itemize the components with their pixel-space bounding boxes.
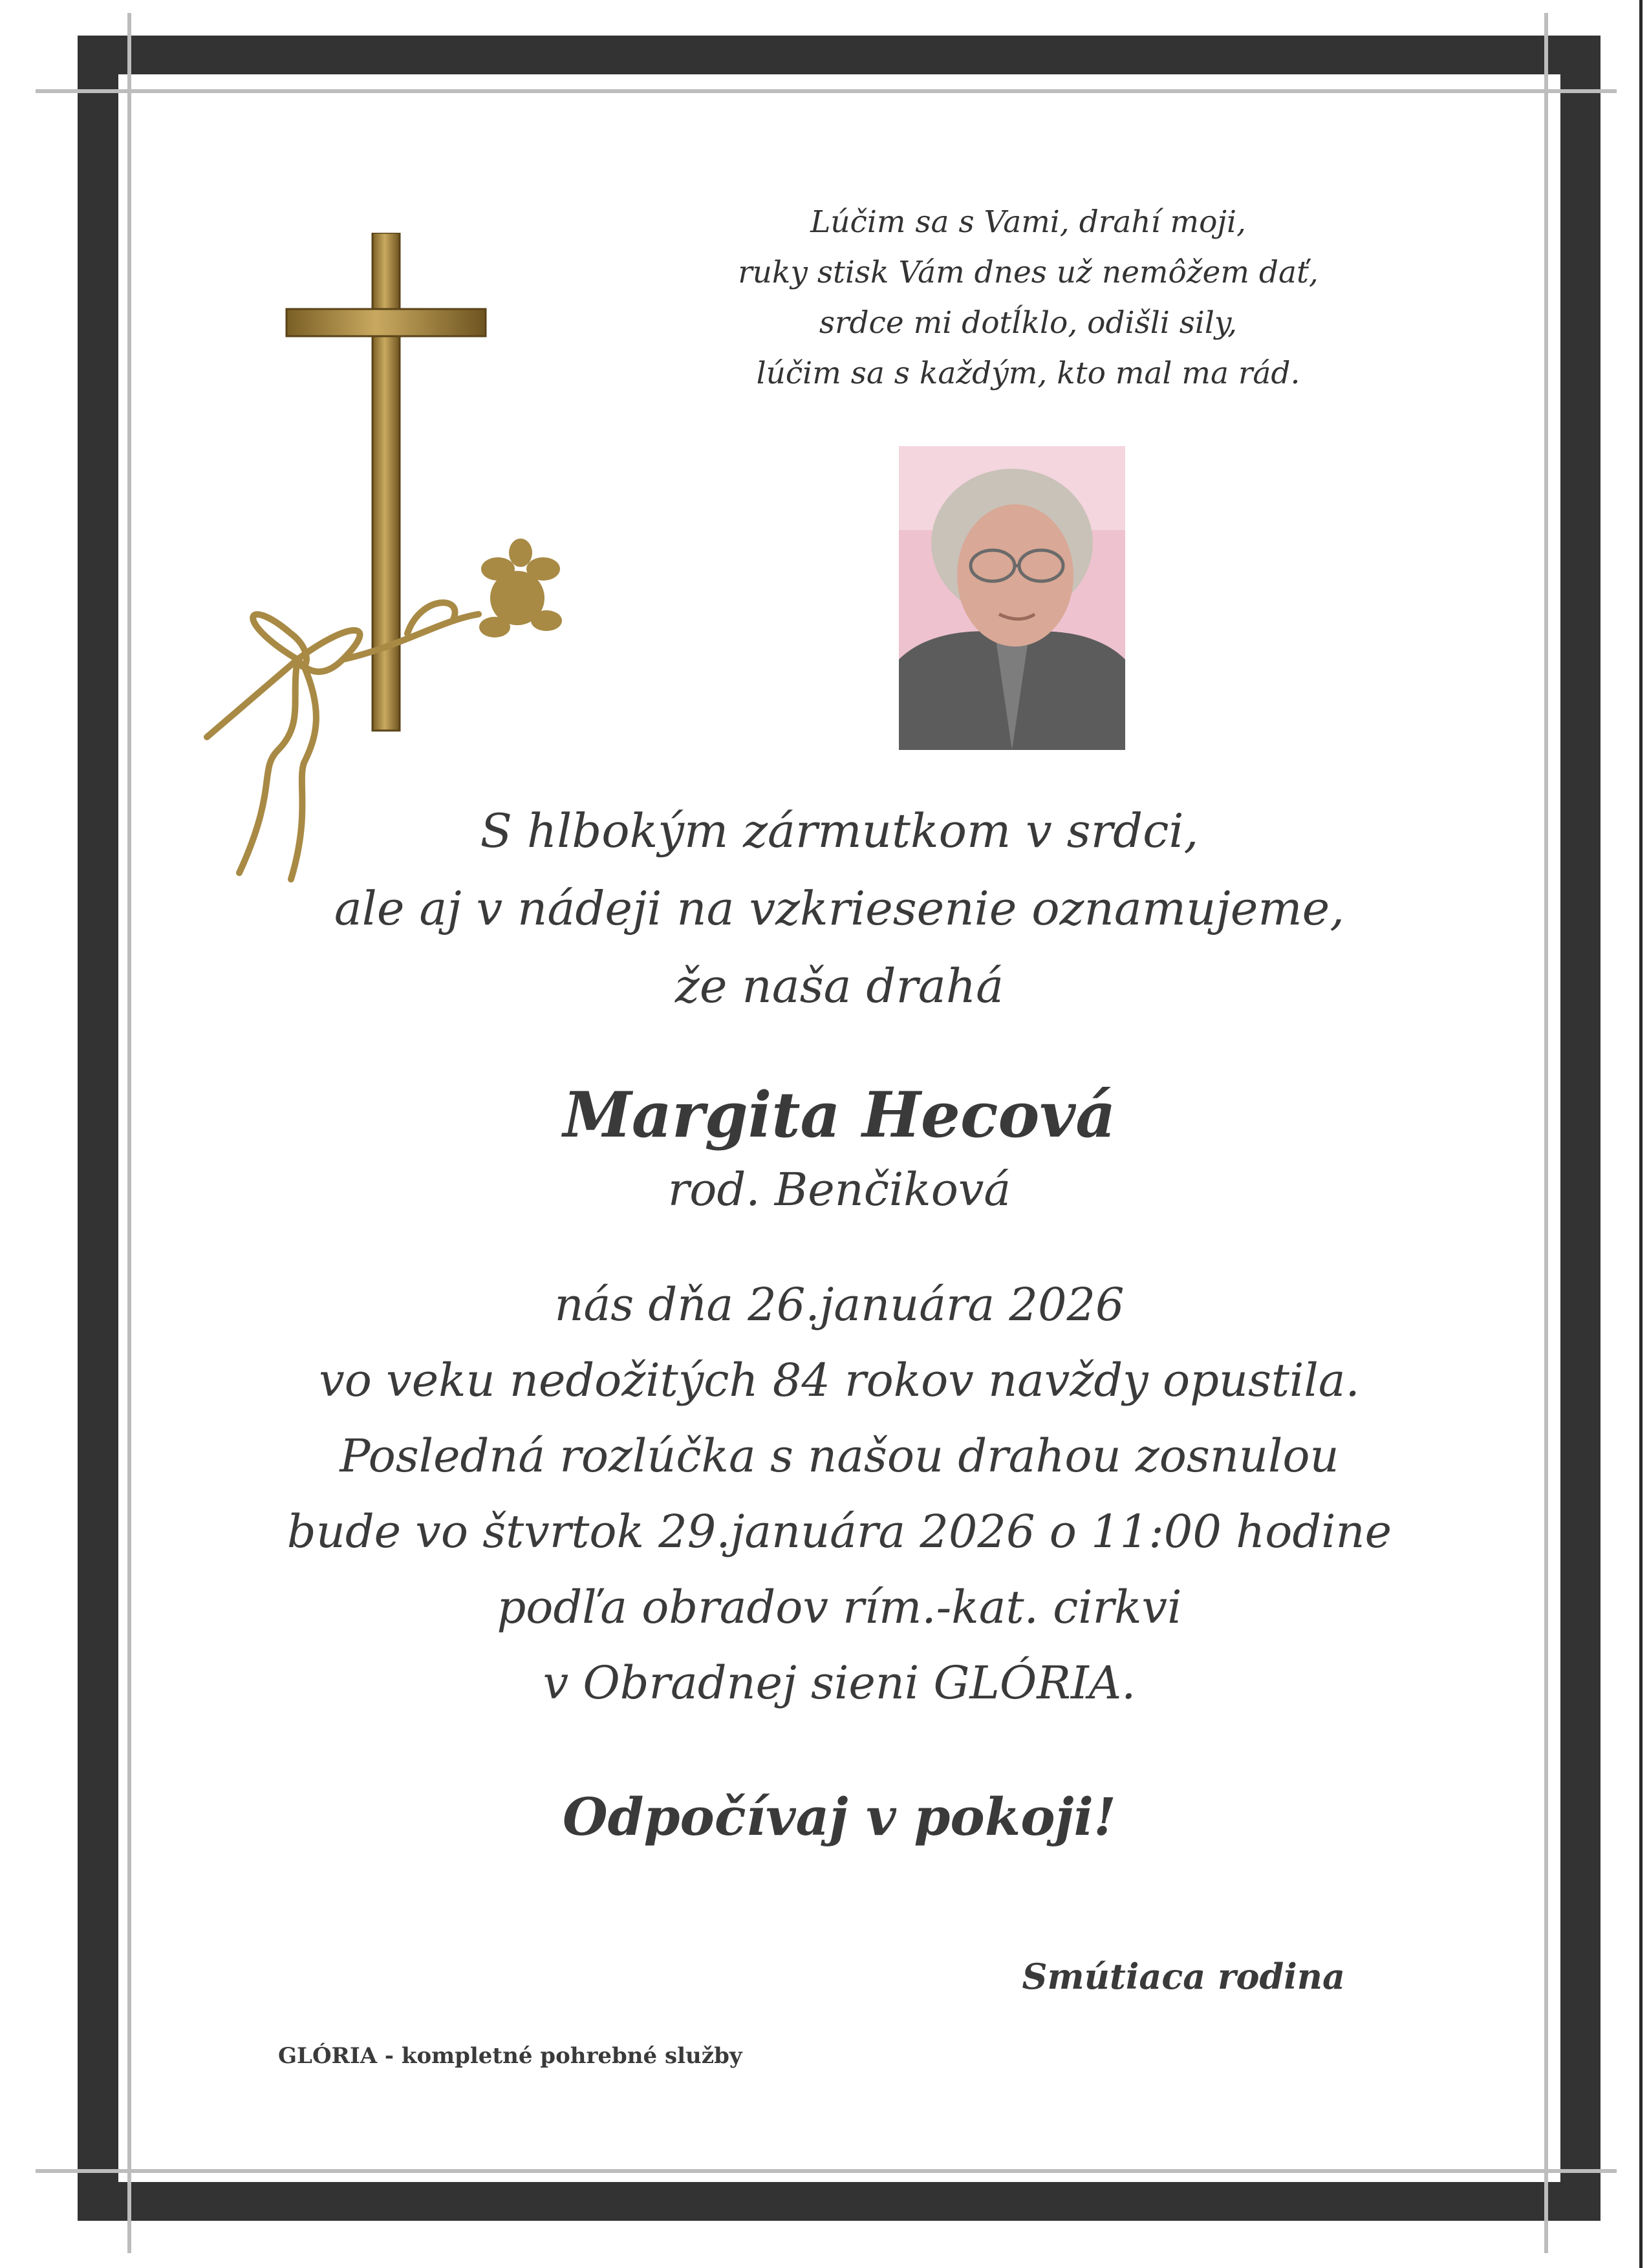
poem-line: lúčim sa s každým, kto mal ma rád. [756,356,1300,391]
poem-line: ruky stisk Vám dnes už nemôžem dať, [738,255,1319,290]
poem-line: srdce mi dotĺklo, odišli sily, [819,305,1238,341]
details-line: Posledná rozlúčka s našou drahou zosnulou [339,1429,1339,1482]
poem-line: Lúčim sa s Vami, drahí moji, [810,204,1246,240]
intro-line: že naša drahá [674,959,1004,1013]
farewell-poem [647,197,1410,399]
intro-line: S hlbokým zármutkom v srdci, [480,804,1199,858]
details-line: vo veku nedožitých 84 rokov navždy opustila. [319,1354,1360,1407]
scan-edge [1639,0,1643,2268]
frame-line-top [36,89,1617,93]
announcement-intro [118,792,1560,1025]
maiden-name: rod. Benčiková [667,1163,1011,1216]
deceased-name: Margita Hecová [563,1078,1116,1151]
frame-line-bottom [36,2169,1617,2173]
portrait-photo [899,446,1125,750]
closing-phrase: Odpočívaj v pokoji! [562,1786,1116,1847]
details-line: v Obradnej sieni GLÓRIA. [543,1656,1136,1709]
intro-line: ale aj v nádeji na vzkriesenie oznamujeme, [334,881,1345,936]
details-line: podľa obradov rím.-kat. cirkvi [497,1581,1182,1634]
funeral-details [118,1267,1560,1721]
footer-credit: GLÓRIA - kompletné pohrebné služby [278,2043,742,2069]
rose-icon [479,539,562,637]
signature: Smútiaca rodina [1022,1956,1345,1997]
details-line: nás dňa 26.januára 2026 [554,1278,1125,1331]
details-line: bude vo štvrtok 29.januára 2026 o 11:00 hodine [286,1505,1392,1558]
